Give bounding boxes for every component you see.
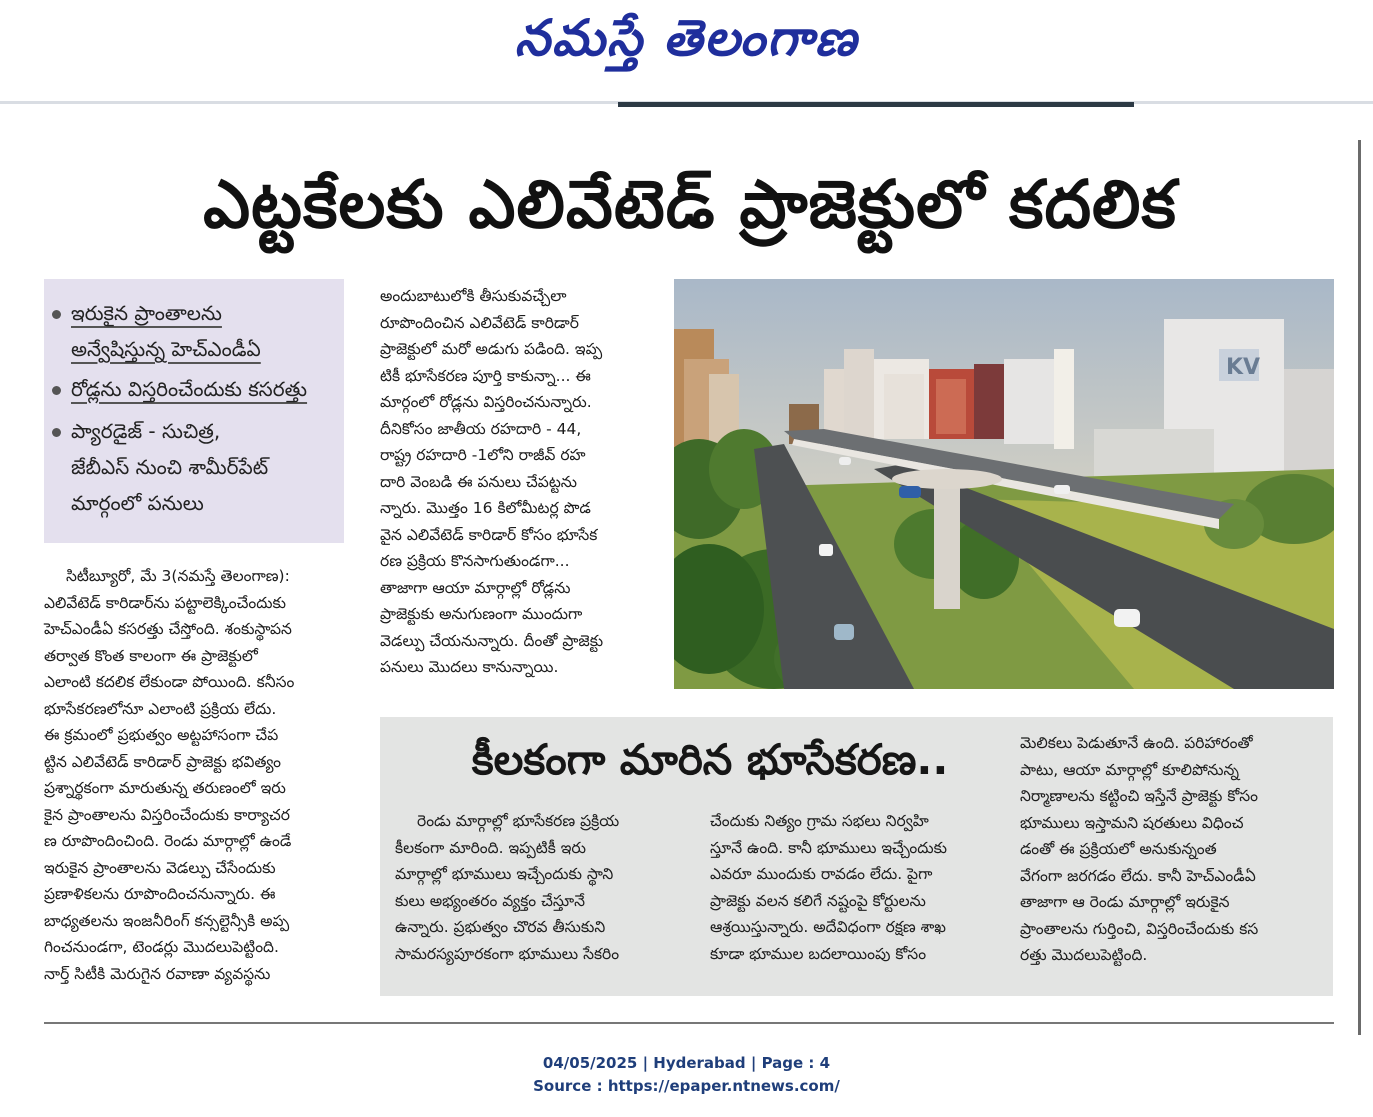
subhead: కీలకంగా మారిన భూసేకరణ.. <box>471 735 949 784</box>
highlight-line: ప్యారడైజ్ - సుచిత్ర, <box>71 419 221 443</box>
text-line: తాజాగా ఆ రెండు మార్గాల్లో ఇరుకైన <box>1020 893 1230 911</box>
text-line: తర్వాత కొంత కాలంగా ఈ ప్రాజెక్టులో <box>44 646 258 665</box>
text-line: హెచ్ఎండీఏ కసరత్తు చేస్తోంది. శంకుస్థాపన <box>44 620 292 638</box>
text-line: బాధ్యతలను ఇంజనీరింగ్ కన్సల్టెన్సీకి అప్ప <box>44 911 290 930</box>
sub-column-b <box>710 808 1000 967</box>
text-line: భూములు ఇస్తామని షరతులు విధించ <box>1020 813 1244 832</box>
text-line: వెడల్పు చేయనున్నారు. దీంతో ప్రాజెక్టు <box>380 631 604 650</box>
text-line: రత్తు మొదలుపెట్టింది. <box>1020 946 1148 964</box>
text-line: నిర్మాణాలను కట్టించి ఇస్తేనే ప్రాజెక్టు కోసం <box>1020 787 1259 805</box>
elevated-corridor-illustration <box>674 279 1334 689</box>
text-line: కూడా భూముల బదలాయింపు కోసం <box>710 944 927 963</box>
masthead-accent-bar <box>618 102 1134 107</box>
highlight-line: మార్గంలో పనులు <box>71 491 204 515</box>
text-line: ట్టిన ఎలివేటెడ్ కారిడార్ ప్రాజెక్టు భవిత్యం <box>44 752 282 771</box>
text-line: ఉన్నారు. ప్రభుత్వం చొరవ తీసుకుని <box>395 918 606 936</box>
text-line: ప్రశ్నార్థకంగా మారుతున్న తరుణంలో ఇరు <box>44 779 286 797</box>
car-shape <box>1054 485 1070 494</box>
car-shape <box>1114 609 1140 627</box>
bottom-divider <box>44 1022 1334 1024</box>
text-line: డంతో ఈ ప్రక్రియలో అనుకున్నంత <box>1020 840 1217 858</box>
text-line: టికీ భూసేకరణ పూర్తి కాకున్నా... ఈ <box>380 366 591 385</box>
bullet-icon <box>52 310 61 319</box>
text-line: ఎలాంటి కదలిక లేకుండా పోయింది. కనీసం <box>44 673 295 691</box>
car-shape <box>834 624 854 640</box>
highlight-item <box>52 295 261 367</box>
text-line: ప్రాజెక్టు వలన కలిగే నష్టంపై కోర్టులను <box>710 891 926 910</box>
text-line: ఎలివేటెడ్ కారిడార్‌ను పట్టాలెక్కించేందుకు <box>44 593 286 612</box>
text-line: న్నారు. మొత్తం 16 కిలోమీటర్ల పొడ <box>380 499 591 517</box>
highlight-line: రోడ్లను విస్తరించేందుకు కసరత్తు <box>71 377 308 401</box>
text-line: దీనికోసం జాతీయ రహదారి - 44, <box>380 419 582 438</box>
highlights-box <box>44 279 344 543</box>
article-left-column <box>44 563 344 987</box>
text-line: రాష్ట్ర రహదారి -1లోని రాజీవ్ రహ <box>380 446 586 464</box>
text-line: వైన ఎలివేటెడ్ కారిడార్ కోసం భూసేక <box>380 525 598 544</box>
page-edge-rule <box>1358 140 1361 1035</box>
highlight-line: ఇరుకైన ప్రాంతాలను <box>71 301 222 325</box>
text-line: కులు అభ్యంతరం వ్యక్తం చేస్తూనే <box>395 891 585 910</box>
highlight-line: జేబీఎస్ నుంచి శామీర్‌పేట్ <box>71 455 269 479</box>
bullet-icon <box>52 386 61 395</box>
text-line: మెలికలు పెడుతూనే ఉంది. పరిహారంతో <box>1020 734 1253 752</box>
bullet-icon <box>52 428 61 437</box>
text-line: గించనుండగా, టెండర్లు మొదలుపెట్టింది. <box>44 938 279 956</box>
highlight-item <box>52 371 307 407</box>
text-line: ణ రూపొందించింది. రెండు మార్గాల్లో ఉండే <box>44 832 292 850</box>
text-line: మార్గంలో రోడ్లను విస్తరించనున్నారు. <box>380 393 592 411</box>
text-line: ప్రాజెక్టుకు అనుగుణంగా ముందుగా <box>380 605 583 623</box>
text-line: వేగంగా జరగడం లేదు. కానీ హెచ్ఎండీఏ <box>1020 866 1256 885</box>
corridor-rendering-image <box>674 279 1334 689</box>
text-line: ఆశ్రయిస్తున్నారు. అదేవిధంగా రక్షణ శాఖ <box>710 918 947 936</box>
text-line: సామరస్యపూరకంగా భూములు సేకరిం <box>395 944 620 963</box>
masthead <box>0 0 1373 100</box>
text-line: రెండు మార్గాల్లో భూసేకరణ ప్రక్రియ <box>417 812 620 830</box>
text-line: సిటీబ్యూరో, మే 3(నమస్తే తెలంగాణ): <box>66 567 290 585</box>
highlight-item <box>52 413 268 521</box>
car-shape <box>819 544 833 556</box>
text-line: నార్త్ సిటీకి మెరుగైన రవాణా వ్యవస్థను <box>44 964 271 983</box>
text-line: కైన ప్రాంతాలను విస్తరించేందుకు కార్యాచర <box>44 805 290 824</box>
sub-column-a <box>395 808 685 967</box>
sub-column-c <box>1020 730 1320 969</box>
text-line: భూసేకరణలోనూ ఎలాంటి ప్రక్రియ లేదు. <box>44 699 277 718</box>
text-line: రూపొందించిన ఎలివేటెడ్ కారిడార్ <box>380 313 579 332</box>
text-line: మార్గాల్లో భూములు ఇచ్చేందుకు స్థాని <box>395 865 614 883</box>
masthead-title: నమస్తే తెలంగాణ <box>514 8 859 67</box>
car-shape <box>839 457 851 465</box>
text-line: అందుబాటులోకి తీసుకువచ్చేలా <box>380 287 567 305</box>
text-line: ప్రాజెక్టులో మరో అడుగు పడింది. ఇప్ప <box>380 340 603 358</box>
text-line: ప్రణాళికలను రూపొందించనున్నారు. ఈ <box>44 885 276 903</box>
text-line: చేందుకు నిత్యం గ్రామ సభలు నిర్వహి <box>710 812 929 830</box>
footer-source-link[interactable]: Source : https://epaper.ntnews.com/ <box>533 1077 840 1095</box>
article-middle-column <box>380 283 660 681</box>
text-line: పనులు మొదలు కానున్నాయి. <box>380 658 559 676</box>
footer-date-edition: 04/05/2025 | Hyderabad | Page : 4 <box>542 1054 831 1072</box>
headline: ఎట్టకేలకు ఎలివేటెడ్ ప్రాజెక్టులో కదలిక <box>203 166 1177 243</box>
text-line: ఇరుకైన ప్రాంతాలను వెడల్పు చేసేందుకు <box>44 858 276 877</box>
text-line: దారి వెంబడి ఈ పనులు చేపట్టను <box>380 472 578 491</box>
car-shape <box>899 486 921 498</box>
text-line: తాజాగా ఆయా మార్గాల్లో రోడ్లను <box>380 578 571 597</box>
text-line: రణ ప్రక్రియ కొనసాగుతుండగా... <box>380 552 570 570</box>
highlight-line: అన్వేషిస్తున్న హెచ్ఎండీఏ <box>71 337 261 361</box>
building-sign-text: KV <box>1226 355 1261 380</box>
text-line: ఈ క్రమంలో ప్రభుత్వం అట్టహాసంగా చేప <box>44 726 279 744</box>
text-line: పాటు, ఆయా మార్గాల్లో కూలిపోనున్న <box>1020 760 1239 779</box>
text-line: స్తూనే ఉంది. కానీ భూములు ఇచ్చేందుకు <box>710 838 948 857</box>
text-line: కీలకంగా మారింది. ఇప్పటికీ ఇరు <box>395 838 586 857</box>
text-line: ప్రాంతాలను గుర్తించి, విస్తరించేందుకు కస <box>1020 919 1259 938</box>
text-line: ఎవరూ ముందుకు రావడం లేదు. పైగా <box>710 865 933 883</box>
